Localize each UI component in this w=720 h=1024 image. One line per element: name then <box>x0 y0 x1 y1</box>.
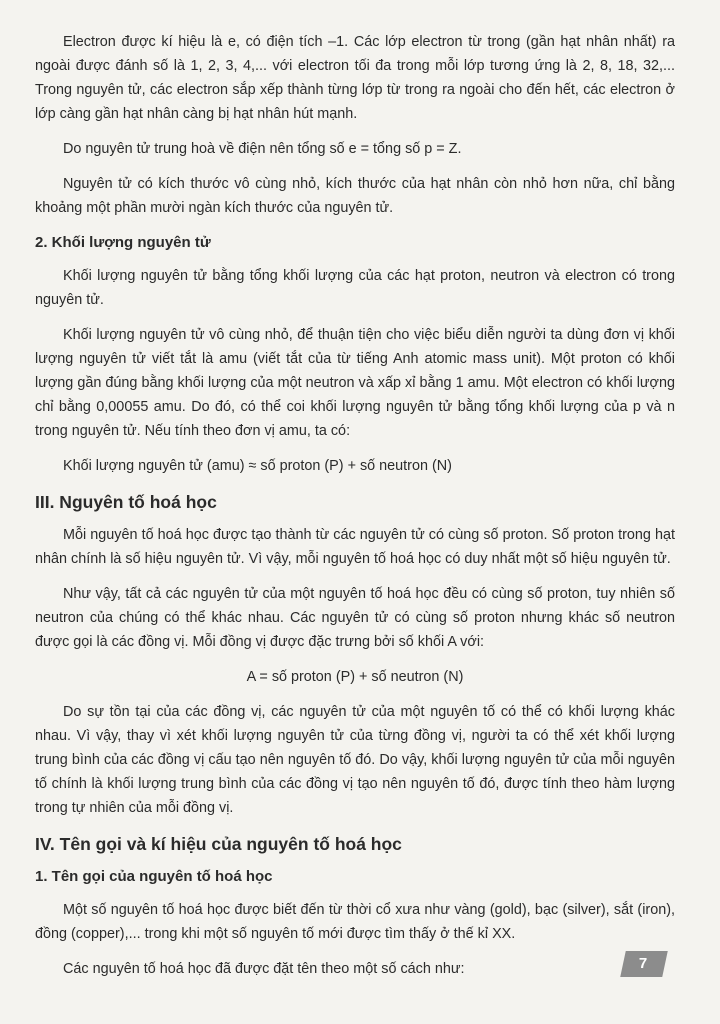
paragraph-amu: Khối lượng nguyên tử vô cùng nhỏ, để thuận tiện cho việc biểu diễn người ta dùng đơn vị khối lượng nguyên tử viết tắt là amu (viết tắt của từ tiếng Anh atomic mass unit). Một proton có khối lượng gần đúng bằng khối lượng của một neutron và xấp xỉ bằng 1 amu. Một electron có khối lượng chỉ bằng 0,00055 amu. Do đó, có thể coi khối lượng nguyên tử bằng tổng khối lượng của p và n trong nguyên tử. Nếu tính theo đơn vị amu, ta có: <box>35 327 675 439</box>
heading-atomic-mass: 2. Khối lượng nguyên tử <box>35 234 211 251</box>
heading-element-names: 1. Tên gọi của nguyên tố hoá học <box>35 868 273 885</box>
paragraph-average-mass: Do sự tồn tại của các đồng vị, các nguyên tử của một nguyên tố có thể có khối lượng khác nhau. Vì vậy, thay vì xét khối lượng nguyên tử của từng đồng vị, người ta có thể xét khối lượng trung bình của các đồng vị cấu tạo nên nguyên tố đó. Do vậy, khối lượng nguyên tử của mỗi nguyên tố chính là khối lượng trung bình của các đồng vị tạo nên nguyên tố đó, được tính theo hàm lượng trong tự nhiên của mỗi đồng vị. <box>35 704 675 816</box>
formula-atomic-mass: Khối lượng nguyên tử (amu) ≈ số proton (P) + số neutron (N) <box>63 458 452 474</box>
paragraph-ancient-elements: Một số nguyên tố hoá học được biết đến từ thời cổ xưa như vàng (gold), bạc (silver), sắt (iron), đồng (copper),... trong khi một số nguyên tố mới được tìm thấy ở thế kỉ XX. <box>35 902 675 942</box>
page-content <box>35 30 675 992</box>
heading-names-symbols: IV. Tên gọi và kí hiệu của nguyên tố hoá học <box>35 834 402 854</box>
page-number: 7 <box>638 955 648 972</box>
heading-chemical-element: III. Nguyên tố hoá học <box>35 492 217 512</box>
paragraph-isotopes: Như vậy, tất cả các nguyên tử của một nguyên tố hoá học đều có cùng số proton, tuy nhiên số neutron của chúng có thể khác nhau. Các nguyên tử có cùng số proton nhưng khác số neutron được gọi là các đồng vị. Mỗi đồng vị được đặc trưng bởi số khối A với: <box>35 586 675 650</box>
paragraph-atom-size: Nguyên tử có kích thước vô cùng nhỏ, kích thước của hạt nhân còn nhỏ hơn nữa, chỉ bằng khoảng một phần mười ngàn kích thước của nguyên tử. <box>35 176 675 216</box>
paragraph-mass-definition: Khối lượng nguyên tử bằng tổng khối lượng của các hạt proton, neutron và electron có trong nguyên tử. <box>35 268 675 308</box>
paragraph-charge-balance: Do nguyên tử trung hoà về điện nên tổng số e = tổng số p = Z. <box>63 141 462 157</box>
formula-mass-number: A = số proton (P) + số neutron (N) <box>246 669 464 685</box>
paragraph-naming-ways: Các nguyên tố hoá học đã được đặt tên theo một số cách như: <box>63 961 465 977</box>
paragraph-element-definition: Mỗi nguyên tố hoá học được tạo thành từ các nguyên tử có cùng số proton. Số proton trong hạt nhân chính là số hiệu nguyên tử. Vì vậy, mỗi nguyên tố hoá học có duy nhất một số hiệu nguyên tử. <box>35 527 675 567</box>
paragraph-electron-layers: Electron được kí hiệu là e, có điện tích –1. Các lớp electron từ trong (gần hạt nhân nhất) ra ngoài được đánh số là 1, 2, 3, 4,... với electron tối đa trong mỗi lớp tương ứng là 2, 8, 18, 32,... Trong nguyên tử, các electron sắp xếp thành từng lớp từ trong ra ngoài cho đến hết, các electron ở lớp càng gần hạt nhân càng bị hạt nhân hút mạnh. <box>35 34 675 122</box>
